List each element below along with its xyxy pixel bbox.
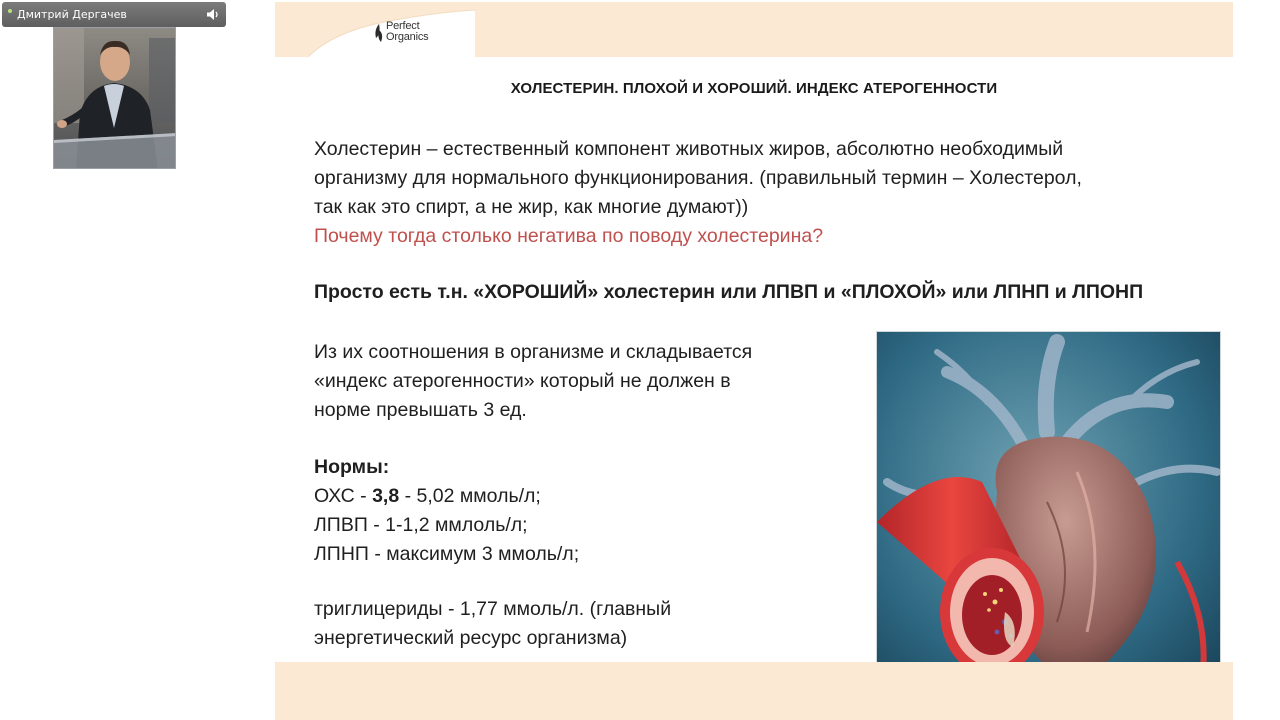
good-bad-cholesterol-line: Просто есть т.н. «ХОРОШИЙ» холестерин или ЛПВП и «ПЛОХОЙ» или ЛПНП и ЛПОНП [314, 281, 1144, 303]
norm-total-cholesterol [314, 482, 579, 511]
leaf-logo-icon [373, 22, 385, 44]
speaker-video-frame [54, 28, 176, 169]
presentation-slide [275, 2, 1233, 720]
ratio-line-1: Из их соотношения в организме и складывается [314, 341, 753, 363]
presence-indicator [8, 9, 12, 13]
triglycerides-line-1: триглицериды - 1,77 ммоль/л. (главный [314, 598, 672, 620]
norm-ohs-bold-value: 3,8 [372, 485, 400, 507]
heart-illustration-art [877, 332, 1221, 703]
norm-ohs-prefix: ОХС - [314, 485, 373, 507]
intro-line-3: так как это спирт, а не жир, как многие думают)) [314, 196, 749, 218]
speaker-name-bar [2, 2, 226, 27]
triglycerides-paragraph [314, 595, 671, 653]
intro-question: Почему тогда столько негатива по поводу холестерина? [314, 225, 824, 247]
norms-list [314, 453, 579, 569]
intro-line-1: Холестерин – естественный компонент животных жиров, абсолютно необходимый [314, 138, 1064, 160]
speaker-name: Дмитрий Дергачев [17, 8, 127, 21]
ratio-line-2: «индекс атерогенности» который не должен в [314, 370, 731, 392]
brand-name [386, 21, 428, 43]
triglycerides-line-2: энергетический ресурс организма) [314, 627, 628, 649]
intro-line-2: организму для нормального функционирования. (правильный термин – Холестерол, [314, 167, 1082, 189]
brand-name-line1: Perfect [386, 20, 420, 32]
speaker-volume-icon[interactable] [206, 8, 220, 21]
slide-footer-band [275, 662, 1233, 720]
brand-logo [373, 21, 448, 51]
intro-paragraph [314, 135, 1082, 251]
norms-heading: Нормы: [314, 456, 390, 478]
slide-title: ХОЛЕСТЕРИН. ПЛОХОЙ И ХОРОШИЙ. ИНДЕКС АТЕРОГЕННОСТИ [510, 80, 998, 97]
slide-header-band [275, 2, 1233, 57]
norm-ohs-rest: - 5,02 ммоль/л; [399, 485, 541, 507]
speaker-video [53, 27, 176, 169]
norm-ldl: ЛПНП - максимум 3 ммоль/л; [314, 543, 580, 565]
brand-name-line2: Organics [386, 31, 429, 43]
ratio-line-3: норме превышать 3 ед. [314, 399, 527, 421]
atherogenic-index-paragraph [314, 338, 752, 425]
heart-artery-illustration [876, 331, 1221, 703]
norm-hdl: ЛПВП - 1-1,2 ммлоль/л; [314, 514, 528, 536]
